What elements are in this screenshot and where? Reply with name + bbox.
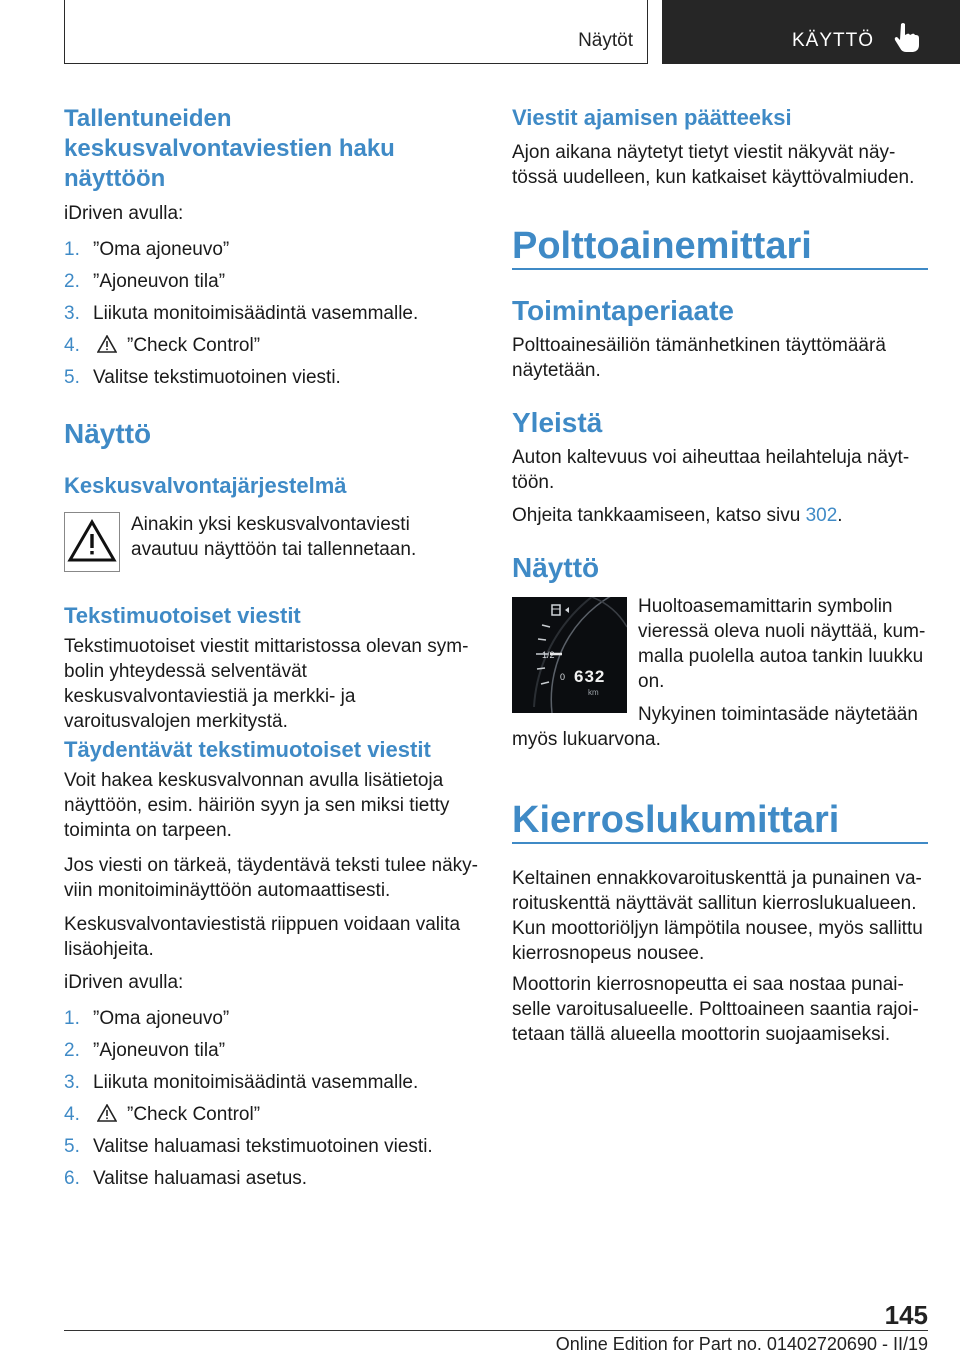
heading-stored-messages: Tallentuneiden keskusvalvontaviestien haku näyttöön — [64, 105, 395, 192]
heading-fuel-gauge: Polttoainemittari — [512, 225, 812, 267]
step-number: 4. — [64, 1104, 80, 1125]
heading-principle: Toimintaperiaate — [512, 295, 734, 326]
step-text: ”Ajoneuvon tila” — [93, 1040, 226, 1061]
step-number: 2. — [64, 271, 80, 292]
step-number: 2. — [64, 1040, 80, 1061]
steps-list-2 — [64, 1006, 480, 1198]
heading-end-of-drive-messages: Viestit ajamisen päätteeksi — [512, 105, 792, 130]
step-text: ”Check Control” — [127, 1104, 261, 1125]
list-item — [64, 237, 480, 269]
check-control-text: Ainakin yksi keskusvalvontaviesti avautuu näyttöön tai tallennetaan. — [131, 514, 417, 560]
heading-display-right: Näyttö — [512, 552, 600, 583]
step-number: 5. — [64, 367, 80, 388]
principle-text: Polttoainesäiliön tämänhetkinen täyttömäärä näytetään. — [512, 335, 886, 381]
step-number: 3. — [64, 1072, 80, 1093]
display-paragraph-2: Nykyinen toimintasäde näytetään myös lukuarvona. — [512, 704, 918, 750]
step-text: Liikuta monitoimisäädintä vasemmalle. — [93, 303, 419, 324]
idrive-label-1: iDriven avulla: — [64, 203, 184, 224]
text-messages-paragraph: Tekstimuotoiset viestit mittaristossa olevan symbolin yhteydessä selventävät keskusvalvontaviestiä ja merkki- ja varoitusvalojen merkitystä. — [64, 636, 469, 732]
heading-general: Yleistä — [512, 407, 603, 438]
step-text: ”Oma ajoneuvo” — [93, 239, 230, 260]
hand-pointer-icon — [894, 22, 920, 52]
supp-paragraph-1: Voit hakea keskusvalvonnan avulla lisätietoja näyttöön, esim. häiriön syyn ja sen miksi tietty toiminta on tarpeen. — [64, 770, 450, 841]
heading-supplementary-messages: Täydentävät tekstimuotoiset viestit — [64, 737, 431, 762]
list-item — [64, 1102, 480, 1134]
step-text: Valitse haluamasi asetus. — [93, 1168, 308, 1189]
display-paragraph-1: Huoltoasemamittarin symbolin vieressä oleva nuoli näyttää, kummalla puolella autoa tankin luukku on. — [638, 596, 926, 692]
heading-tachometer: Kierroslukumittari — [512, 799, 840, 841]
footer-edition: Online Edition for Part no. 01402720690 - II/19 — [555, 1334, 928, 1354]
page-link-302[interactable]: 302 — [805, 505, 838, 526]
warning-triangle-icon — [97, 1104, 117, 1122]
list-item — [64, 333, 480, 365]
steps-list-1 — [64, 237, 480, 397]
step-text: ”Oma ajoneuvo” — [93, 1008, 230, 1029]
general-paragraph-2 — [512, 503, 928, 528]
idrive-label-2: iDriven avulla: — [64, 972, 184, 993]
gauge-range-value: 632 — [574, 667, 606, 686]
heading-check-control-system: Keskusvalvontajärjestelmä — [64, 473, 347, 498]
step-number: 1. — [64, 1008, 80, 1029]
fuel-gauge-image — [512, 597, 627, 713]
footer-rule — [64, 1330, 928, 1331]
supp-paragraph-3: Keskusvalvontaviestistä riippuen voidaan valita lisäohjeita. — [64, 914, 461, 960]
gauge-zero: 0 — [560, 672, 566, 682]
list-item — [64, 269, 480, 301]
header-section: Näytöt — [578, 30, 633, 51]
warning-box-icon — [64, 512, 120, 572]
step-number: 6. — [64, 1168, 80, 1189]
step-text: Valitse tekstimuotoinen viesti. — [93, 367, 341, 388]
step-number: 5. — [64, 1136, 80, 1157]
heading-rule — [512, 842, 928, 844]
step-text: Valitse haluamasi tekstimuotoinen viesti. — [93, 1136, 433, 1157]
step-number: 3. — [64, 303, 80, 324]
list-item — [64, 365, 480, 397]
warning-triangle-icon — [97, 335, 117, 353]
step-text: ”Ajoneuvon tila” — [93, 271, 226, 292]
general-text-end: . — [837, 505, 843, 526]
step-text: Liikuta monitoimisäädintä vasemmalle. — [93, 1072, 419, 1093]
step-number: 4. — [64, 335, 80, 356]
general-paragraph-1: Auton kaltevuus voi aiheuttaa heilahteluja näyttöön. — [512, 447, 910, 493]
list-item — [64, 1166, 480, 1198]
heading-display-left: Näyttö — [64, 418, 152, 449]
heading-rule — [512, 268, 928, 270]
page-number: 145 — [884, 1300, 928, 1330]
heading-text-messages: Tekstimuotoiset viestit — [64, 603, 301, 628]
header-chapter: KÄYTTÖ — [792, 30, 875, 51]
step-number: 1. — [64, 239, 80, 260]
list-item — [64, 1070, 480, 1102]
header-chapter-box — [662, 0, 960, 64]
gauge-half: 1/2 — [542, 650, 555, 660]
list-item — [64, 301, 480, 333]
list-item — [64, 1134, 480, 1166]
general-text: Ohjeita tankkaamiseen, katso sivu — [512, 505, 806, 526]
list-item — [64, 1038, 480, 1070]
list-item — [64, 1006, 480, 1038]
end-of-drive-text: Ajon aikana näytetyt tietyt viestit näkyvät näytössä uudelleen, kun katkaiset käyttövalmiuden. — [512, 142, 915, 188]
gauge-range-unit: km — [588, 688, 599, 697]
header-section-box — [64, 0, 648, 64]
supp-paragraph-2: Jos viesti on tärkeä, täydentävä teksti tulee näkyviin monitoiminäyttöön automaattisesti. — [64, 855, 478, 901]
step-text: ”Check Control” — [127, 335, 261, 356]
tacho-paragraph-2: Moottorin kierrosnopeutta ei saa nostaa punaiselle varoitusalueelle. Polttoaineen saantia rajoitetaan tällä alueella moottorin suojaamiseksi. — [512, 974, 919, 1045]
tacho-paragraph-1: Keltainen ennakkovaroituskenttä ja punainen varoituskenttä näyttävät sallitun kierroslukualueen. Kun moottoriöljyn lämpötila nousee, myös sallittu kierrosnopeus nousee. — [512, 868, 923, 964]
